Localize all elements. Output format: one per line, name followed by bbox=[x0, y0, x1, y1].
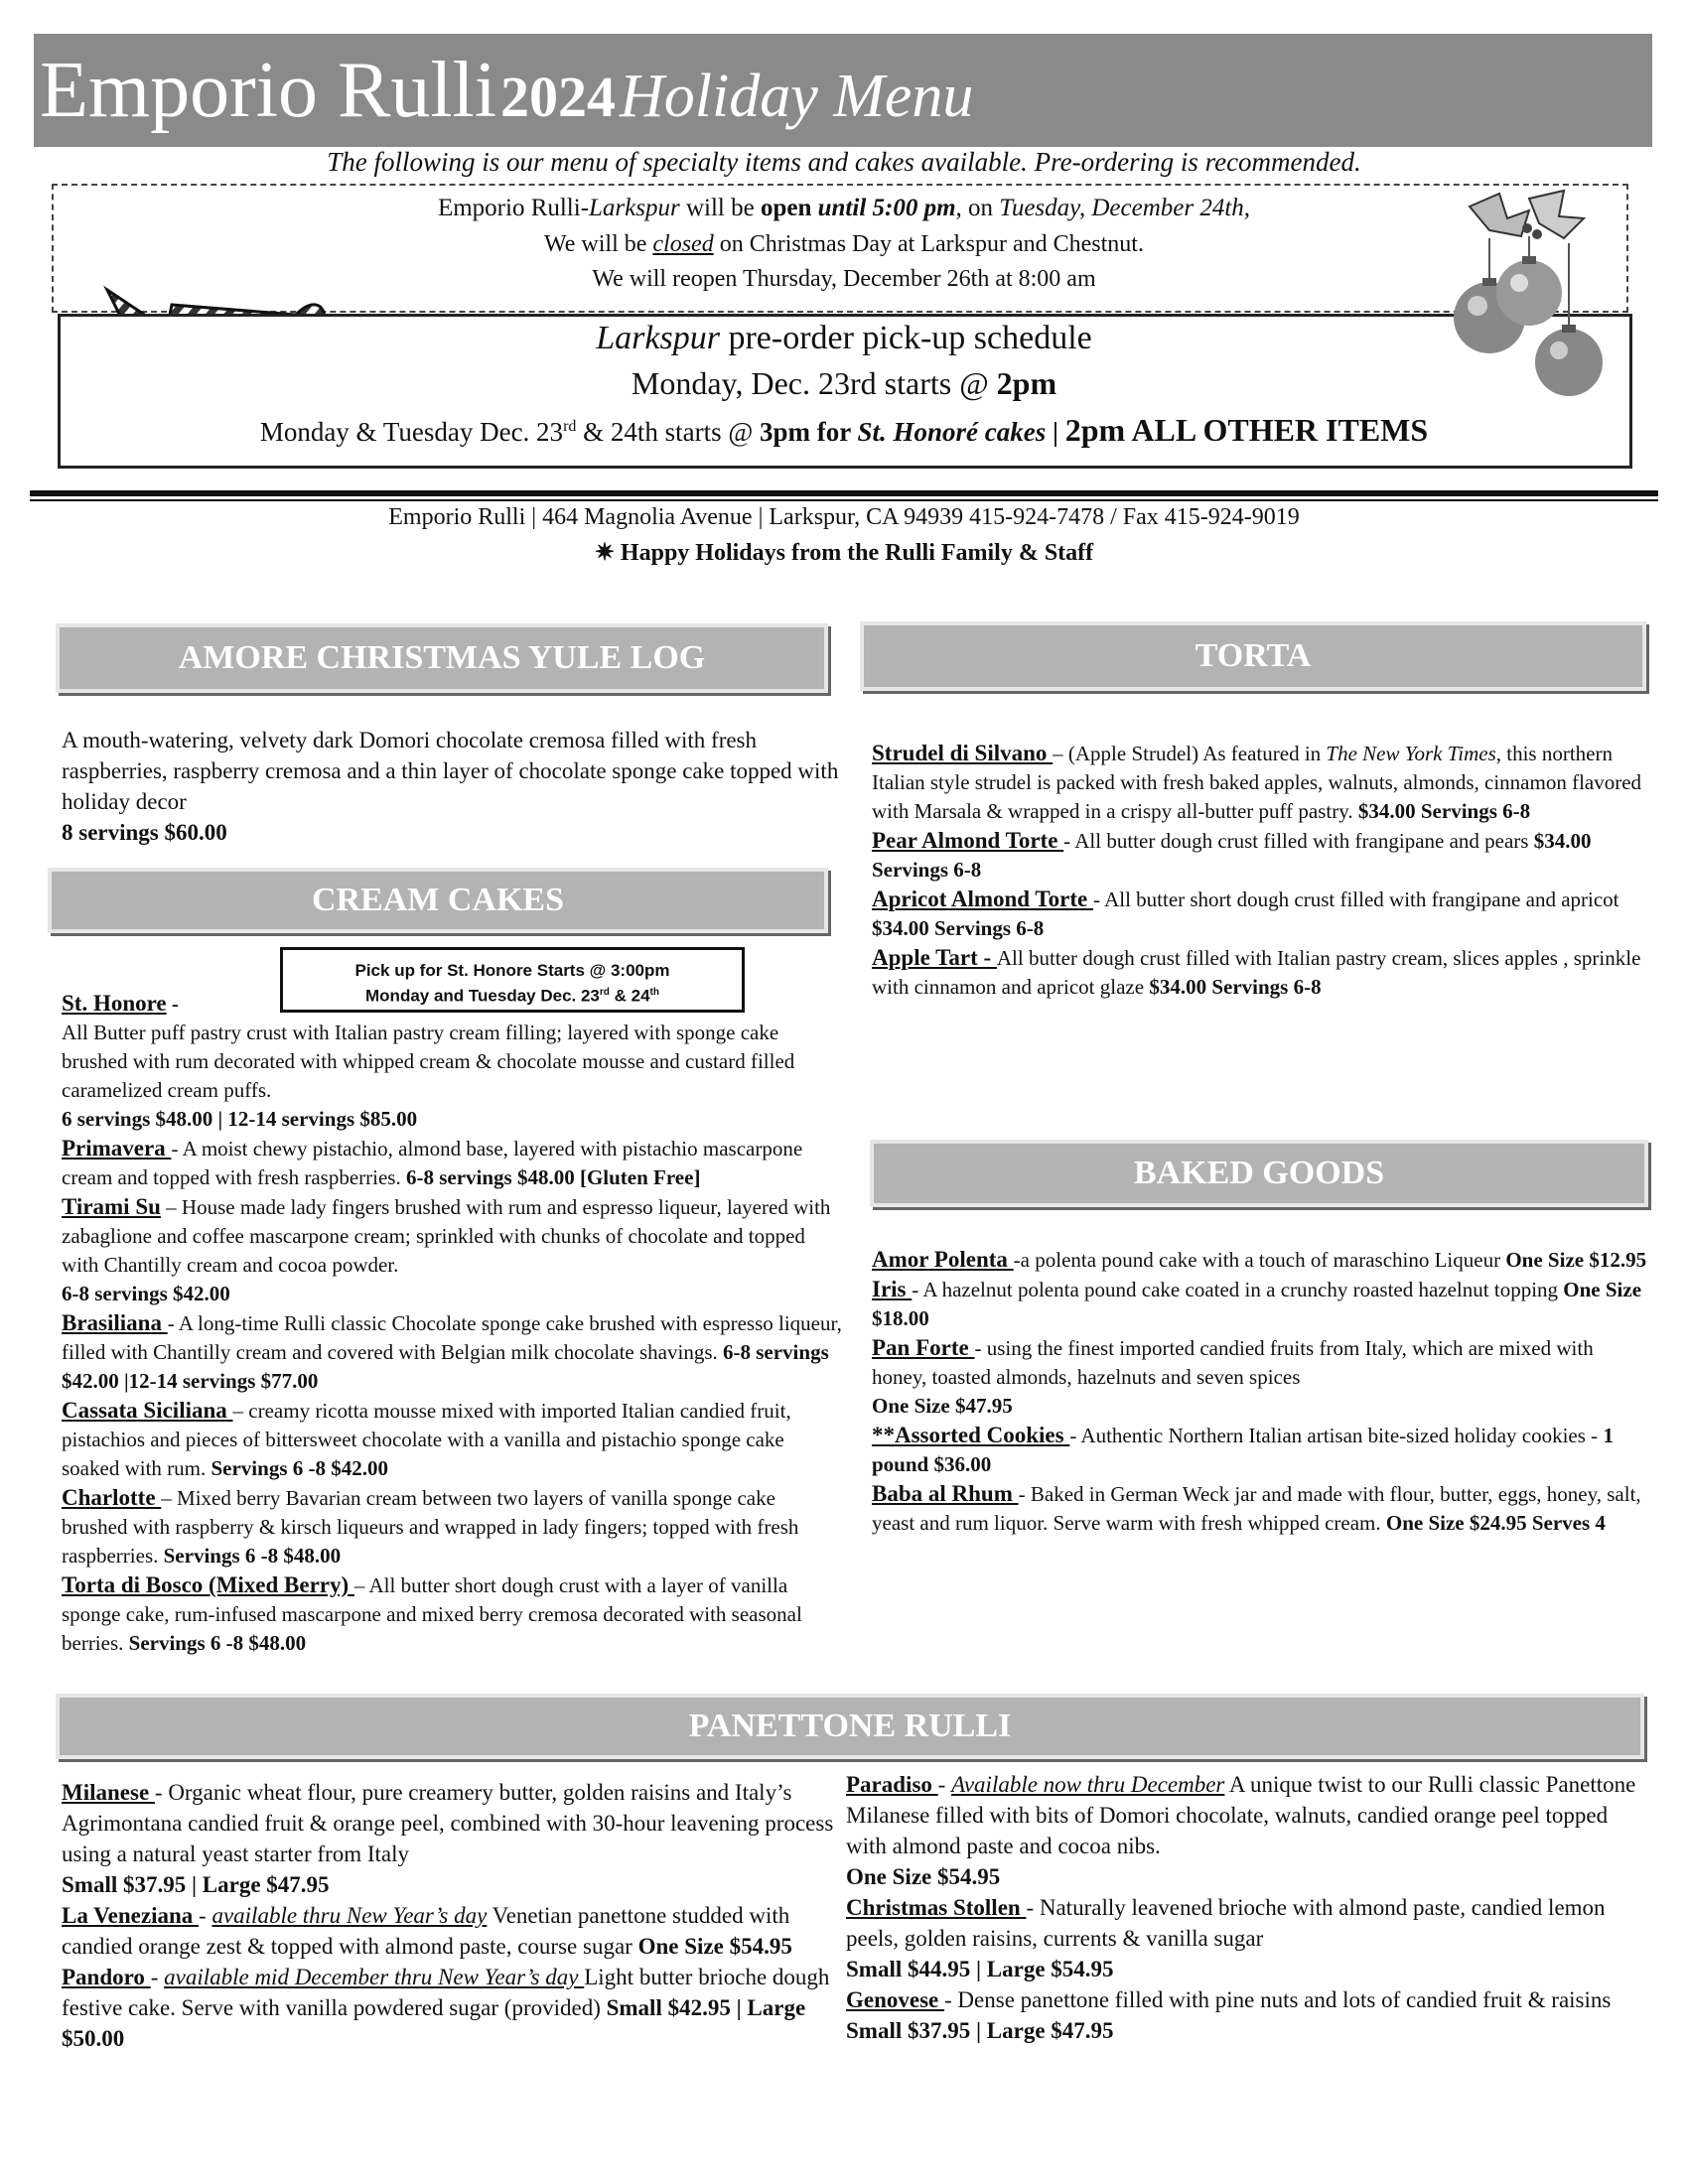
greeting-line: ✷ Happy Holidays from the Rulli Family & Staff bbox=[594, 540, 1094, 566]
schedule-heading: Larkspur pre-order pick-up schedule bbox=[596, 320, 1092, 356]
ornaments-icon bbox=[1430, 189, 1628, 417]
torta-list bbox=[872, 739, 1648, 1002]
baked-goods-list bbox=[872, 1245, 1651, 1538]
panettone-list-right bbox=[846, 1769, 1640, 2046]
yule-log-price: 8 servings $60.00 bbox=[62, 820, 227, 845]
list-item: Amor Polenta -a polenta pound cake with a touch of maraschino Liqueur One Size $12.95 bbox=[872, 1247, 1647, 1272]
subtitle: The following is our menu of specialty items and cakes available. Pre-ordering is recommended. bbox=[327, 147, 1361, 177]
list-item: Strudel di Silvano – (Apple Strudel) As featured in The New York Times, this northern Italian style strudel is packed with fresh baked apples, walnuts, almonds, cinnamon flavored with Marsala & wrapped in a crispy all-butter puff pastry. $34.00 Servings 6-8 bbox=[872, 741, 1642, 823]
panettone-header: PANETTONE RULLI bbox=[56, 1694, 1644, 1759]
closed-line: We will be closed on Christmas Day at Larkspur and Chestnut. bbox=[544, 231, 1144, 257]
list-item: Milanese - Organic wheat flour, pure creamery butter, golden raisins and Italy’s Agrimontana candied fruit & orange peel, combined with 30-hour leavening process using a natural yeast starter from Italy Small $37.95 | Large $47.95 bbox=[62, 1780, 834, 1897]
menu-year: 2024 bbox=[500, 65, 616, 129]
contact-line: Emporio Rulli | 464 Magnolia Avenue | Larkspur, CA 94939 415-924-7478 / Fax 415-924-9019 bbox=[388, 504, 1300, 530]
list-item: **Assorted Cookies - Authentic Northern Italian artisan bite-sized holiday cookies - 1 pound $36.00 bbox=[872, 1423, 1614, 1476]
yule-log-header: AMORE CHRISTMAS YULE LOG bbox=[56, 623, 828, 693]
list-item: Charlotte – Mixed berry Bavarian cream between two layers of vanilla sponge cake brushed with raspberry & kirsch liqueurs and wrapped in lady fingers; topped with fresh raspberries. Servings 6 -8 $48.00 bbox=[62, 1485, 799, 1568]
yule-log-desc: A mouth-watering, velvety dark Domori chocolate cremosa filled with fresh raspberries, raspberry cremosa and a thin layer of chocolate sponge cake topped with holiday decor bbox=[62, 728, 839, 814]
list-item: Torta di Bosco (Mixed Berry) – All butter short dough crust with a layer of vanilla sponge cake, rum-infused mascarpone and mixed berry cremosa decorated with seasonal berries. Servings 6 -8 $48.00 bbox=[62, 1572, 802, 1655]
schedule-mon-tue: Monday & Tuesday Dec. 23rd & 24th starts @ 3pm for St. Honoré cakes | 2pm ALL OTHER ITEMS bbox=[259, 412, 1429, 448]
list-item: Tirami Su – House made lady fingers brushed with rum and espresso liqueur, layered with zabaglione and coffee mascarpone cream; sprinkled with chunks of chocolate and topped with Chantilly cream and cocoa powder. 6-8 servings $42.00 bbox=[62, 1194, 831, 1305]
list-item: Baba al Rhum - Baked in German Weck jar and made with flour, butter, eggs, honey, salt, yeast and rum liquor. Serve warm with fresh whipped cream. One Size $24.95 Serves 4 bbox=[872, 1481, 1641, 1535]
list-item: Cassata Siciliana – creamy ricotta mousse mixed with imported Italian candied fruit, pistachios and pieces of bittersweet chocolate with a vanilla and pistachio sponge cake soaked with rum. Servings 6 -8 $42.00 bbox=[62, 1398, 791, 1480]
list-item: Genovese - Dense panettone filled with pine nuts and lots of candied fruit & raisins Small $37.95 | Large $47.95 bbox=[846, 1987, 1612, 2043]
list-item: Iris - A hazelnut polenta pound cake coated in a crunchy roasted hazelnut topping One Size $18.00 bbox=[872, 1277, 1642, 1330]
star-icon: ✷ bbox=[594, 540, 615, 566]
list-item: Apricot Almond Torte - All butter short dough crust filled with frangipane and apricot $34.00 Servings 6-8 bbox=[872, 887, 1619, 940]
page-title bbox=[40, 34, 973, 147]
list-item: Christmas Stollen - Naturally leavened brioche with almond paste, candied lemon peels, golden raisins, currents & vanilla sugar Small $44.95 | Large $54.95 bbox=[846, 1895, 1606, 1981]
st-honore-pickup-box: Pick up for St. Honore Starts @ 3:00pm Monday and Tuesday Dec. 23rd & 24th bbox=[280, 947, 745, 1013]
yule-log-section bbox=[62, 725, 846, 848]
list-item: Pandoro - available mid December thru New Year’s day Light butter brioche dough festive cake. Serve with vanilla powdered sugar (provided) Small $42.95 | Large $50.00 bbox=[62, 1965, 830, 2051]
list-item: Primavera - A moist chewy pistachio, almond base, layered with pistachio mascarpone cream and topped with fresh raspberries. 6-8 servings $48.00 [Gluten Free] bbox=[62, 1136, 803, 1189]
divider-thin bbox=[30, 499, 1658, 501]
reopen-line: We will reopen Thursday, December 26th at 8:00 am bbox=[592, 266, 1096, 292]
torta-header: TORTA bbox=[860, 621, 1646, 691]
divider bbox=[30, 490, 1658, 496]
list-item: Paradiso - Available now thru December A unique twist to our Rulli classic Panettone Milanese filled with bits of Domori chocolate, walnuts, candied orange peel topped with almond paste and cocoa nibs. One Size $54.95 bbox=[846, 1772, 1636, 1889]
cream-cakes-header: CREAM CAKES bbox=[48, 868, 828, 933]
list-item: La Veneziana - available thru New Year’s day Venetian panettone studded with candied orange zest & topped with almond paste, course sugar One Size $54.95 bbox=[62, 1903, 792, 1959]
list-item: Pear Almond Torte - All butter dough crust filled with frangipane and pears $34.00 Servings 6-8 bbox=[872, 828, 1592, 882]
list-item: Brasiliana - A long-time Rulli classic Chocolate sponge cake brushed with espresso liqueur, filled with Chantilly cream and covered with Belgian milk chocolate shavings. 6-8 servings $42.00 |12-14 servings $77.00 bbox=[62, 1310, 842, 1393]
list-item: St. Honore - All Butter puff pastry crust with Italian pastry cream filling; layered with sponge cake brushed with rum decorated with whipped cream & chocolate mousse and custard filled caramelized cream puffs. 6 servings $48.00 | 12-14 servings $85.00 bbox=[62, 991, 795, 1131]
schedule-monday: Monday, Dec. 23rd starts @ 2pm bbox=[631, 365, 1057, 401]
menu-title: Holiday Menu bbox=[620, 63, 974, 130]
baked-goods-header: BAKED GOODS bbox=[870, 1140, 1648, 1207]
list-item: Pan Forte - using the finest imported candied fruits from Italy, which are mixed with honey, toasted almonds, hazelnuts and seven spices One Size $47.95 bbox=[872, 1335, 1594, 1418]
open-hours-line: Emporio Rulli-Larkspur will be open until 5:00 pm, on Tuesday, December 24th, bbox=[437, 195, 1251, 221]
panettone-list-left bbox=[62, 1777, 834, 2054]
cream-cakes-list bbox=[62, 989, 842, 1658]
list-item: Apple Tart - All butter dough crust filled with Italian pastry cream, slices apples , sprinkle with cinnamon and apricot glaze $34.00 Servings 6-8 bbox=[872, 945, 1641, 999]
brand-name: Emporio Rulli bbox=[40, 47, 496, 134]
